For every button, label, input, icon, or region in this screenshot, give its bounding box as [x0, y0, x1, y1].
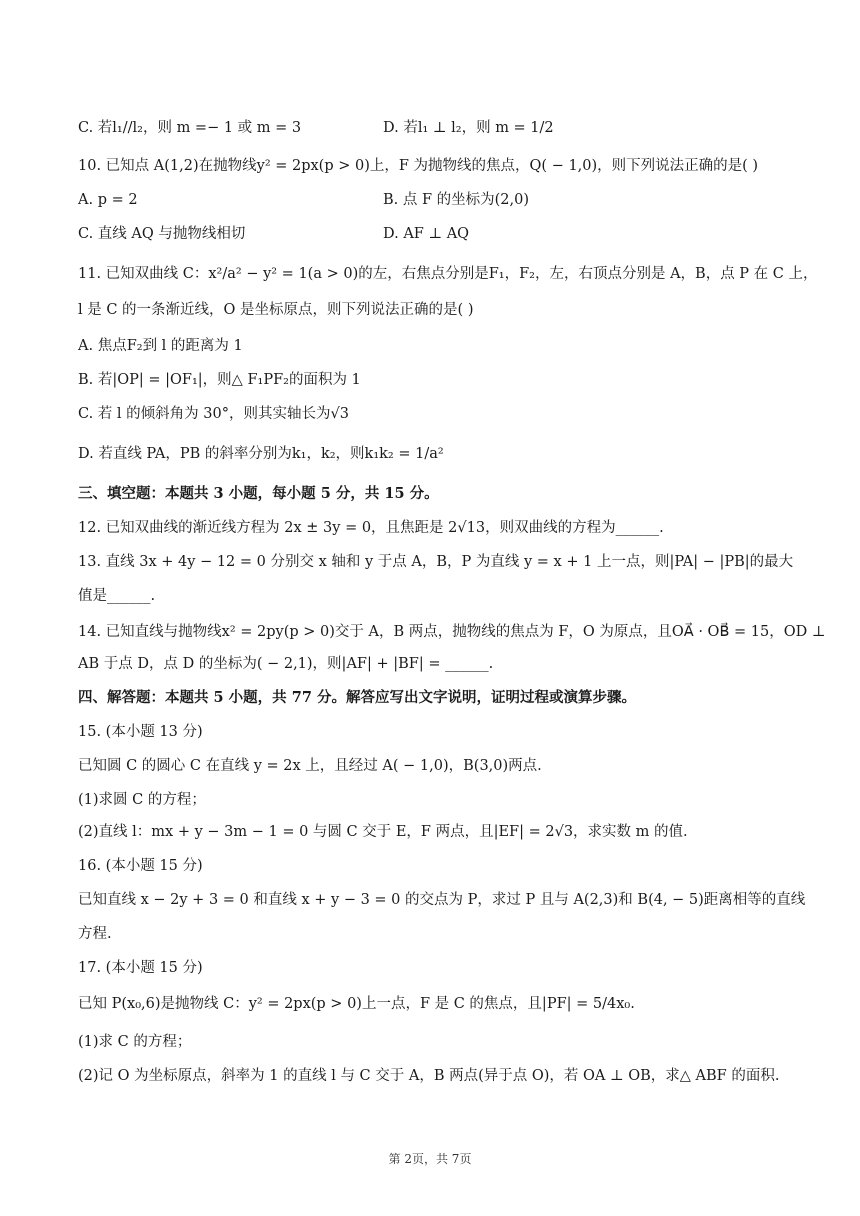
text-line: 16. (本小题 15 分)	[78, 858, 203, 874]
text-line: 10. 已知点 A(1,2)在抛物线y² = 2px(p > 0)上，F 为抛物线的焦点，Q( − 1,0)，则下列说法正确的是( )	[78, 158, 759, 174]
text-line: 17. (本小题 15 分)	[78, 960, 203, 976]
text-line: (1)求圆 C 的方程；	[78, 792, 206, 808]
text-line: B. 若|OP| = |OF₁|，则△ F₁PF₂的面积为 1	[78, 372, 361, 388]
text-line: D. 若直线 PA，PB 的斜率分别为k₁，k₂，则k₁k₂ = 1/a²	[78, 446, 444, 462]
text-line: 14. 已知直线与抛物线x² = 2py(p > 0)交于 A，B 两点，抛物线的焦点为 F，O 为原点，且OA⃗ · OB⃗ = 15，OD ⊥	[78, 624, 826, 640]
section-heading: 四、解答题：本题共 5 小题，共 77 分。解答应写出文字说明，证明过程或演算步骤。	[78, 689, 636, 706]
text-line: D. AF ⊥ AQ	[383, 226, 470, 242]
text-line: AB 于点 D，点 D 的坐标为( − 2,1)，则|AF| + |BF| = ______.	[78, 656, 494, 672]
page-footer: 第 2页，共 7页	[388, 1152, 472, 1166]
text-line: D. 若l₁ ⊥ l₂，则 m = 1/2	[383, 120, 554, 136]
text-line: B. 点 F 的坐标为(2,0)	[383, 192, 530, 208]
text-line: (2)记 O 为坐标原点，斜率为 1 的直线 l 与 C 交于 A，B 两点(异于点 O)，若 OA ⊥ OB，求△ ABF 的面积.	[78, 1068, 780, 1084]
text-line: 值是______.	[78, 588, 156, 604]
text-line: 已知直线 x − 2y + 3 = 0 和直线 x + y − 3 = 0 的交点为 P，求过 P 且与 A(2,3)和 B(4, − 5)距离相等的直线	[78, 892, 806, 908]
text-line: A. p = 2	[78, 192, 138, 208]
text-line: l 是 C 的一条渐近线，O 是坐标原点，则下列说法正确的是( )	[78, 302, 474, 318]
text-line: 已知 P(x₀,6)是抛物线 C：y² = 2px(p > 0)上一点，F 是 C 的焦点，且|PF| = 5/4x₀.	[78, 996, 635, 1012]
text-line: C. 若 l 的倾斜角为 30°，则其实轴长为√3	[78, 406, 349, 422]
text-line: 11. 已知双曲线 C：x²/a² − y² = 1(a > 0)的左，右焦点分别是F₁，F₂，左，右顶点分别是 A，B，点 P 在 C 上，	[78, 266, 818, 282]
text-line: (1)求 C 的方程；	[78, 1034, 192, 1050]
text-line: 15. (本小题 13 分)	[78, 724, 203, 740]
text-line: C. 直线 AQ 与抛物线相切	[78, 226, 246, 242]
text-line: 已知圆 C 的圆心 C 在直线 y = 2x 上，且经过 A( − 1,0)，B(3,0)两点.	[78, 758, 542, 774]
text-line: C. 若l₁//l₂，则 m =− 1 或 m = 3	[78, 120, 302, 136]
text-line: A. 焦点F₂到 l 的距离为 1	[78, 338, 243, 354]
text-line: (2)直线 l：mx + y − 3m − 1 = 0 与圆 C 交于 E，F 两点，且|EF| = 2√3，求实数 m 的值.	[78, 824, 688, 840]
text-line: 13. 直线 3x + 4y − 12 = 0 分别交 x 轴和 y 于点 A，B，P 为直线 y = x + 1 上一点，则|PA| − |PB|的最大	[78, 554, 794, 570]
text-line: 方程.	[78, 926, 112, 942]
text-line: 12. 已知双曲线的渐近线方程为 2x ± 3y = 0，且焦距是 2√13，则双曲线的方程为______.	[78, 520, 664, 536]
section-heading: 三、填空题：本题共 3 小题，每小题 5 分，共 15 分。	[78, 485, 439, 502]
